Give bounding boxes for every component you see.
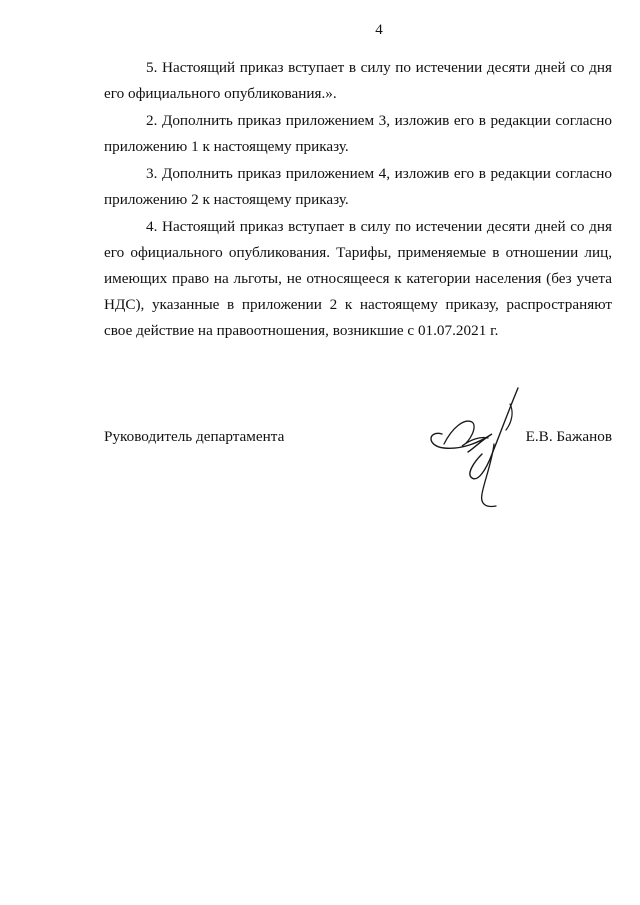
signer-position-title: Руководитель департамента <box>104 428 285 445</box>
paragraph-1: 5. Настоящий приказ вступает в силу по истечении десяти дней со дня его официального опубликования.». <box>104 59 612 102</box>
handwritten-signature <box>422 382 532 512</box>
paragraph-4: 4. Настоящий приказ вступает в силу по истечении десяти дней со дня его официального опубликования. Тарифы, применяемые в отношении лиц, имеющих право на льготы, не относящееся к категории населения (без учета НДС), указанные в приложении 2 к настоящему приказу, распространяют свое действие на правоотношения, возникшие с 01.07.2021 г. <box>104 218 612 339</box>
signer-name: Е.В. Бажанов <box>525 428 612 445</box>
document-body <box>104 55 612 345</box>
paragraph-3: 3. Дополнить приказ приложением 4, изложив его в редакции согласно приложению 2 к настоящему приказу. <box>104 165 612 208</box>
page-number: 4 <box>375 22 383 38</box>
paragraph-2: 2. Дополнить приказ приложением 3, изложив его в редакции согласно приложению 1 к настоящему приказу. <box>104 112 612 155</box>
signature-block <box>104 420 612 540</box>
